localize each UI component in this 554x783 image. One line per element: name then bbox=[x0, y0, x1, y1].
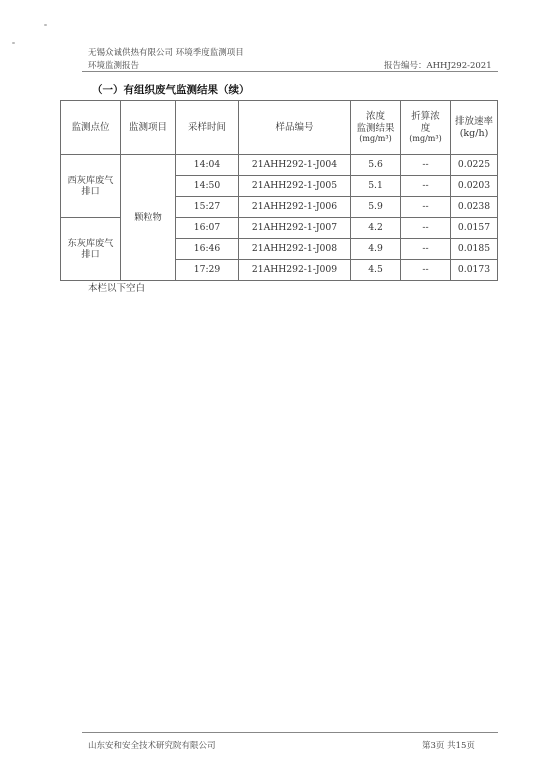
footer-divider bbox=[82, 732, 498, 733]
blank-below-note: 本栏以下空白 bbox=[88, 283, 146, 294]
cell-concentration: 4.2 bbox=[351, 218, 401, 239]
header-monitoring-point: 监测点位 bbox=[61, 101, 121, 155]
header-converted-concentration bbox=[401, 101, 451, 155]
cell-sample-number: 21AHH292-1-J006 bbox=[239, 197, 351, 218]
header-emission-rate-label: 排放速率 bbox=[454, 116, 493, 128]
cell-concentration: 5.1 bbox=[351, 176, 401, 197]
cell-emission-rate: 0.0238 bbox=[451, 197, 498, 218]
cell-emission-rate: 0.0225 bbox=[451, 155, 498, 176]
cell-emission-rate: 0.0203 bbox=[451, 176, 498, 197]
scan-speck bbox=[44, 24, 47, 26]
cell-converted: -- bbox=[401, 176, 451, 197]
header-converted-line2: 度 bbox=[420, 122, 431, 134]
cell-item bbox=[121, 155, 176, 281]
cell-emission-rate: 0.0185 bbox=[451, 239, 498, 260]
cell-sample-number: 21AHH292-1-J009 bbox=[239, 260, 351, 281]
header-concentration-line2: 监测结果 bbox=[356, 122, 395, 134]
header-converted-unit: (mg/m³) bbox=[409, 134, 442, 144]
cell-time: 17:29 bbox=[176, 260, 239, 281]
cell-concentration: 5.9 bbox=[351, 197, 401, 218]
footer-page-number: 第3页 共15页 bbox=[422, 741, 475, 751]
cell-emission-rate: 0.0173 bbox=[451, 260, 498, 281]
header-concentration-unit: (mg/m³) bbox=[359, 134, 392, 144]
cell-time: 16:46 bbox=[176, 239, 239, 260]
monitoring-results-table bbox=[60, 100, 498, 281]
item-label: 颗粒物 bbox=[134, 211, 162, 223]
cell-point-west bbox=[61, 155, 121, 218]
header-emission-rate bbox=[451, 101, 498, 155]
header-monitoring-item: 监测项目 bbox=[121, 101, 176, 155]
cell-time: 15:27 bbox=[176, 197, 239, 218]
table-header-row bbox=[61, 101, 498, 155]
cell-time: 14:04 bbox=[176, 155, 239, 176]
table-row bbox=[61, 155, 498, 176]
header-report-number: 报告编号：AHHJ292-2021 bbox=[384, 61, 492, 71]
cell-sample-number: 21AHH292-1-J005 bbox=[239, 176, 351, 197]
header-concentration bbox=[351, 101, 401, 155]
cell-converted: -- bbox=[401, 239, 451, 260]
cell-emission-rate: 0.0157 bbox=[451, 218, 498, 239]
header-emission-rate-unit: (kg/h) bbox=[459, 127, 489, 139]
cell-sample-number: 21AHH292-1-J004 bbox=[239, 155, 351, 176]
header-concentration-line1: 浓度 bbox=[365, 111, 385, 123]
cell-concentration: 4.5 bbox=[351, 260, 401, 281]
header-converted-line1: 折算浓 bbox=[411, 111, 440, 123]
cell-converted: -- bbox=[401, 155, 451, 176]
section-title: （一）有组织废气监测结果（续） bbox=[92, 84, 250, 96]
cell-sample-number: 21AHH292-1-J008 bbox=[239, 239, 351, 260]
cell-converted: -- bbox=[401, 260, 451, 281]
cell-concentration: 4.9 bbox=[351, 239, 401, 260]
point-west-label: 西灰库废气排口 bbox=[67, 174, 114, 197]
header-sampling-time: 采样时间 bbox=[176, 101, 239, 155]
header-divider bbox=[82, 71, 498, 72]
scan-speck bbox=[12, 42, 15, 44]
header-company-project: 无锡众诚供热有限公司 环境季度监测项目 bbox=[88, 48, 244, 58]
cell-sample-number: 21AHH292-1-J007 bbox=[239, 218, 351, 239]
footer-institute: 山东安和安全技术研究院有限公司 bbox=[88, 741, 216, 751]
cell-time: 14:50 bbox=[176, 176, 239, 197]
cell-concentration: 5.6 bbox=[351, 155, 401, 176]
header-sample-number: 样品编号 bbox=[239, 101, 351, 155]
header-report-type: 环境监测报告 bbox=[88, 61, 140, 71]
point-east-label: 东灰库废气排口 bbox=[67, 237, 114, 260]
cell-converted: -- bbox=[401, 197, 451, 218]
cell-point-east bbox=[61, 218, 121, 281]
cell-time: 16:07 bbox=[176, 218, 239, 239]
cell-converted: -- bbox=[401, 218, 451, 239]
